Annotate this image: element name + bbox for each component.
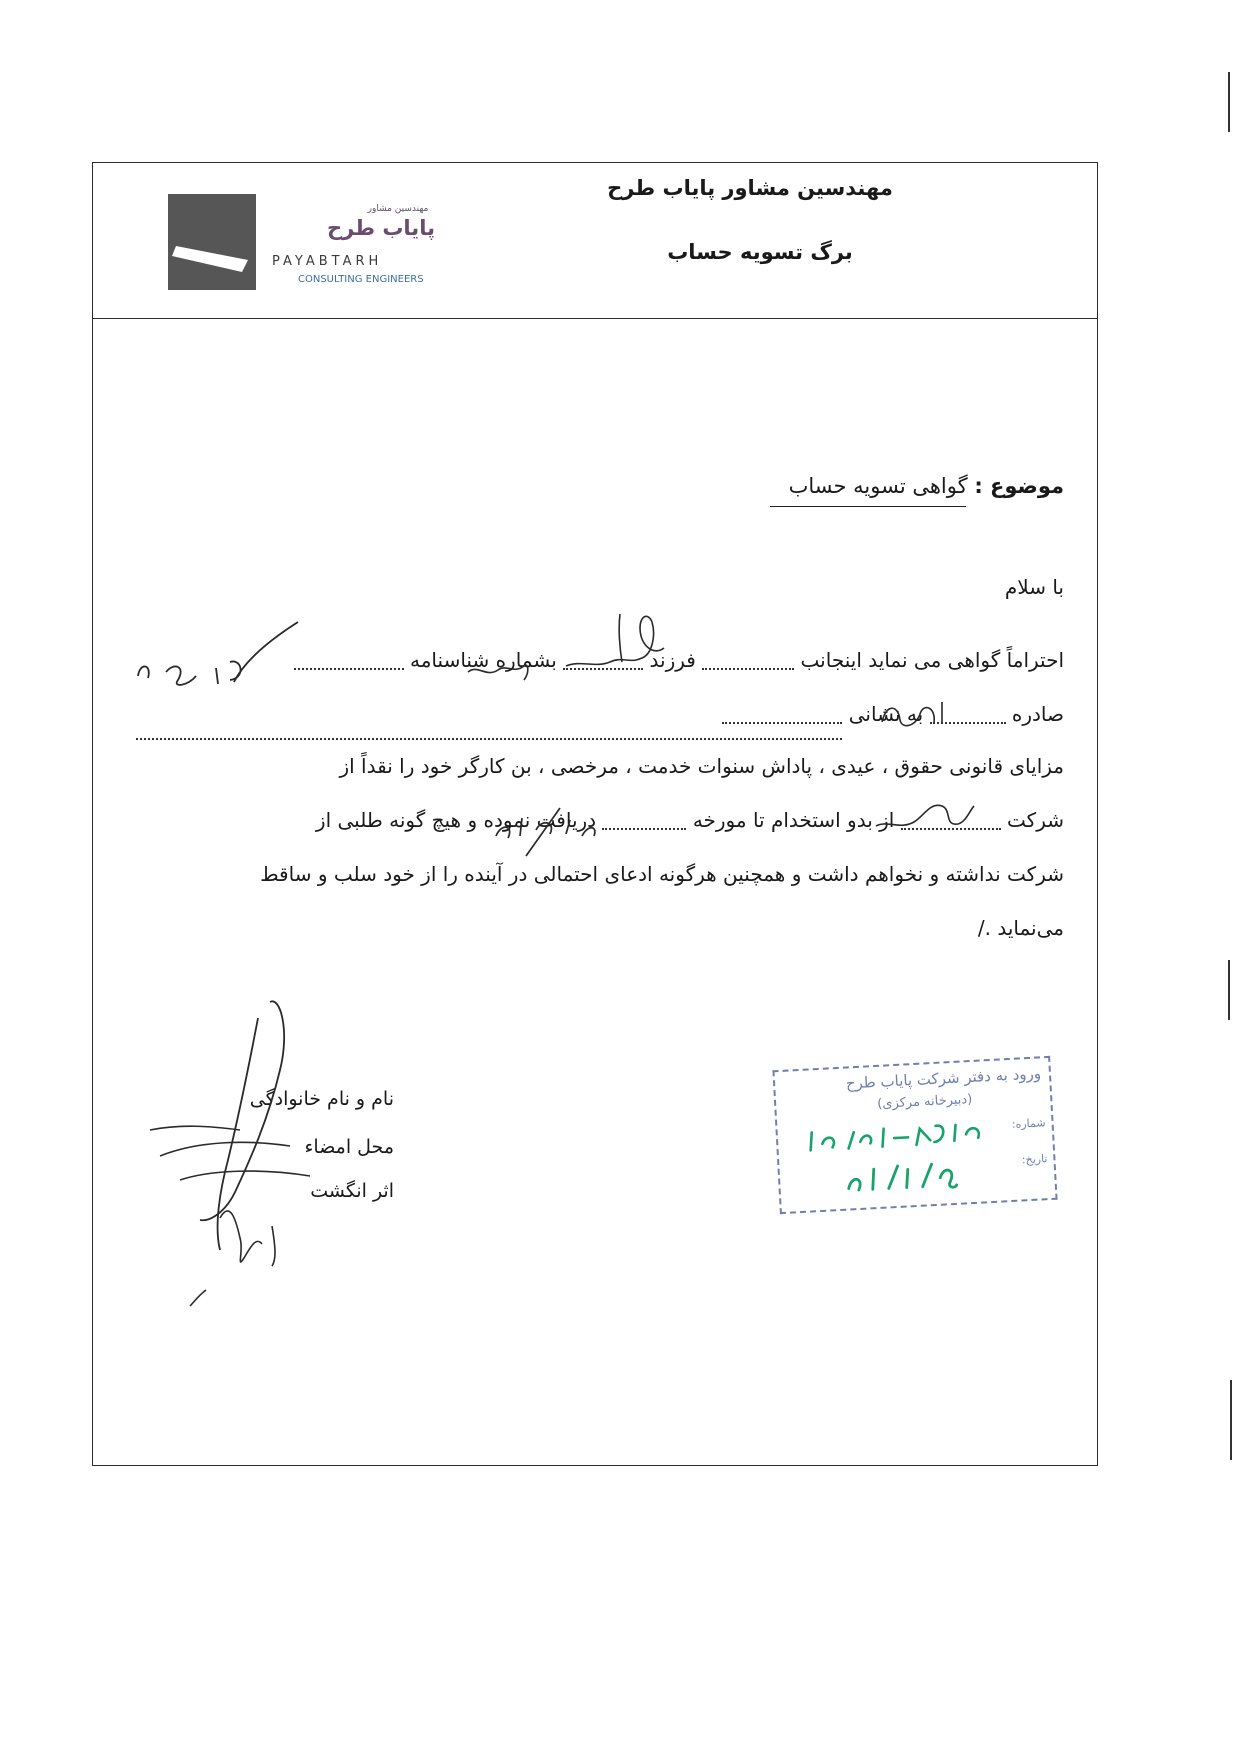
greeting: با سلام — [1004, 575, 1064, 599]
address-fill-continuation — [136, 738, 842, 740]
stamp-date-label: تاریخ: — [1021, 1152, 1048, 1167]
line1-intro: احتراماً گواهی می نماید اینجانب — [800, 648, 1064, 672]
header-divider — [92, 318, 1098, 319]
body-line-1 — [294, 648, 1064, 672]
body-line-6: می‌نماید ./ — [977, 916, 1064, 940]
stamp-title: ورود به دفتر شرکت پایاب طرح — [845, 1064, 1042, 1093]
form-title: برگ تسویه حساب — [667, 240, 853, 264]
line4-company-label: شرکت — [1007, 808, 1064, 832]
line2-address-label: به نشانی — [848, 702, 924, 726]
subject-value: گواهی تسویه حساب — [788, 474, 968, 498]
line4-start-label: از بدو استخدام تا مورخه — [692, 808, 895, 832]
line1-id-label: بشماره شناسنامه — [410, 648, 557, 672]
logo-name-en: PAYABTARH — [272, 254, 383, 269]
line4-receipt-text: دریافت نموده و هیچ گونه طلبی از — [315, 808, 597, 832]
company-logo — [168, 192, 468, 292]
logo-subtitle-fa: مهندسین مشاور — [367, 204, 429, 214]
issued-fill-blank — [930, 708, 1006, 724]
date-fill-blank — [602, 814, 686, 830]
logo-name-fa: پایاب طرح — [327, 216, 435, 240]
body-line-5: شرکت نداشته و نخواهم داشت و همچنین هرگونه ادعای احتمالی در آینده را از خود سلب و ساقط — [260, 862, 1064, 886]
thumbprint-label: اثر انگشت — [310, 1180, 394, 1202]
stamp-number-label: شماره: — [1011, 1116, 1046, 1131]
company-name: مهندسین مشاور پایاب طرح — [607, 176, 893, 200]
subject-underline — [770, 506, 966, 507]
logo-subtitle-en: CONSULTING ENGINEERS — [298, 274, 424, 285]
father-fill-blank — [563, 654, 643, 670]
stamp-subtitle: (دبیرخانه مرکزی) — [876, 1091, 973, 1112]
subject — [789, 474, 1064, 498]
scan-edge-mark — [1228, 960, 1230, 1020]
office-stamp — [772, 1056, 1057, 1214]
line2-issued-label: صادره — [1011, 702, 1064, 726]
logo-mark-icon — [168, 194, 256, 290]
company-fill-blank — [901, 814, 1001, 830]
id-number-fill-blank — [294, 654, 404, 670]
full-name-label: نام و نام خانوادگی — [249, 1088, 394, 1110]
signature-place-label: محل امضاء — [304, 1136, 394, 1158]
address-fill-blank — [722, 708, 842, 724]
name-fill-blank — [702, 654, 794, 670]
scan-edge-mark — [1228, 72, 1230, 132]
body-line-3: مزایای قانونی حقوق ، عیدی ، پاداش سنوات خدمت ، مرخصی ، بن کارگر خود را نقداً از — [339, 754, 1064, 778]
body-line-2 — [722, 702, 1064, 726]
body-line-4 — [316, 808, 1064, 832]
subject-label: موضوع : — [974, 474, 1064, 498]
scan-edge-mark — [1230, 1380, 1232, 1460]
line1-father-label: فرزند — [649, 648, 696, 672]
